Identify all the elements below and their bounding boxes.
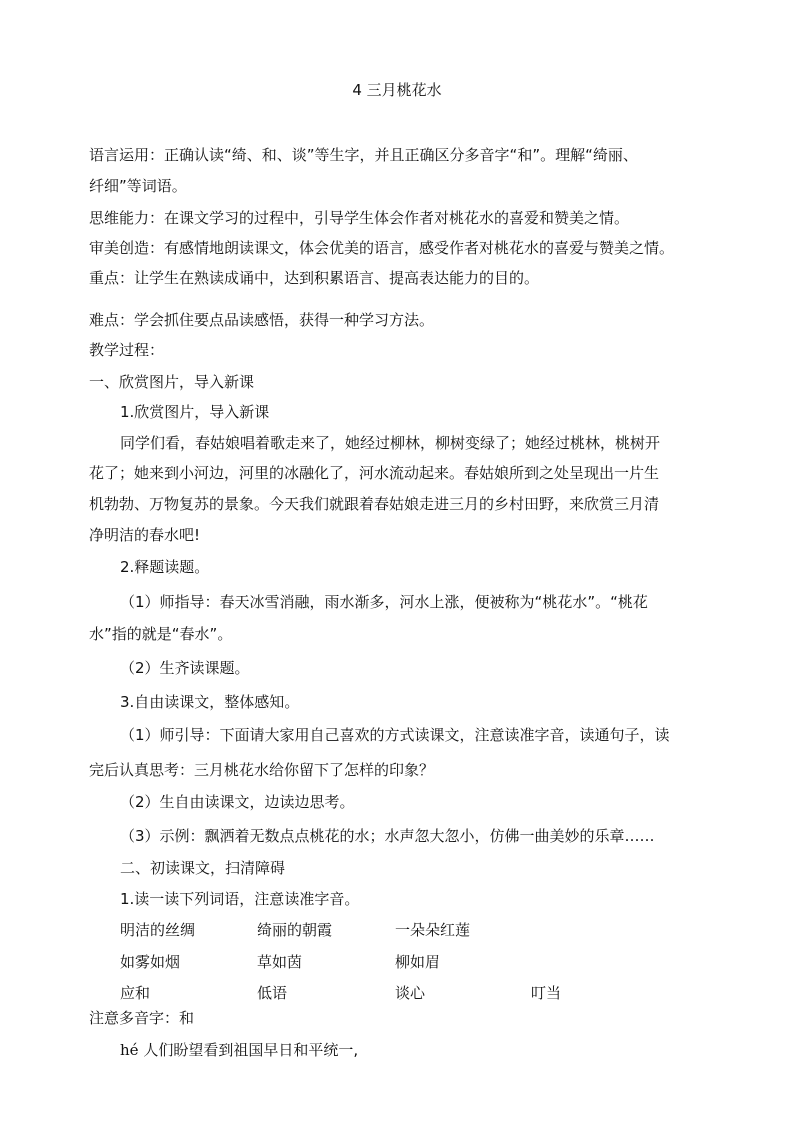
goal-thinking: 思维能力：在课文学习的过程中，引导学生体会作者对桃花水的喜爱和赞美之情。 [89, 209, 630, 227]
goal-aesthetic: 审美创造：有感情地朗读课文，体会优美的语言，感受作者对桃花水的喜爱与赞美之情。 [89, 239, 675, 257]
section2-heading: 二、初读课文，扫清障碍 [120, 859, 286, 877]
section2-step1: 1.读一读下列词语，注意读准字音。 [120, 890, 360, 908]
step2-item2: （2）生齐读课题。 [120, 659, 250, 677]
step2-item1-line2: 水”指的就是“春水”。 [89, 625, 233, 643]
goal-language-line-1: 语言运用：正确认读“绮、和、谈”等生字，并且正确区分多音字“和”。理解“绮丽、 [89, 146, 638, 164]
word-item: 低语 [257, 984, 288, 1002]
step3-item2: （2）生自由读课文，边读边思考。 [120, 793, 355, 811]
key-point: 重点：让学生在熟读成诵中，达到积累语言、提高表达能力的目的。 [89, 269, 540, 287]
lesson-title: 4 三月桃花水 [352, 81, 442, 99]
step3-item1-line2: 完后认真思考：三月桃花水给你留下了怎样的印象？ [89, 761, 435, 779]
word-item: 草如茵 [257, 953, 303, 971]
word-item: 明洁的丝绸 [120, 921, 196, 939]
word-item: 一朵朵红莲 [395, 921, 471, 939]
word-item: 绮丽的朝霞 [257, 921, 333, 939]
section1-step2: 2.释题读题。 [120, 558, 210, 576]
step3-item1-line1: （1）师引导：下面请大家用自己喜欢的方式读课文，注意读准字音，读通句子，读 [120, 726, 670, 744]
difficulty: 难点：学会抓住要点品读感悟，获得一种学习方法。 [89, 311, 435, 329]
pinyin-text: hé [120, 1041, 139, 1059]
word-item: 应和 [120, 984, 151, 1002]
intro-line-3: 机勃勃、万物复苏的景象。今天我们就跟着春姑娘走进三月的乡村田野，来欣赏三月清 [89, 495, 660, 513]
word-item: 柳如眉 [395, 953, 441, 971]
section1-heading: 一、欣赏图片，导入新课 [89, 373, 255, 391]
step2-item1-line1: （1）师指导：春天冰雪消融，雨水渐多，河水上涨，便被称为“桃花水”。“桃花 [120, 593, 648, 611]
word-item: 如雾如烟 [120, 953, 181, 971]
word-item: 谈心 [395, 984, 426, 1002]
intro-line-4: 净明洁的春水吧! [89, 526, 201, 544]
word-item: 叮当 [531, 984, 562, 1002]
polyphone-example [120, 1040, 358, 1060]
intro-line-1: 同学们看，春姑娘唱着歌走来了，她经过柳林，柳树变绿了；她经过桃林，桃树开 [120, 434, 661, 452]
goal-language-line-2: 纤细”等词语。 [89, 177, 187, 195]
polyphone-label: 注意多音字：和 [89, 1009, 195, 1027]
process-label: 教学过程： [89, 341, 165, 359]
example-sentence: 人们盼望看到祖国早日和平统一, [143, 1041, 359, 1059]
section1-step1: 1.欣赏图片，导入新课 [120, 403, 270, 421]
intro-line-2: 花了；她来到小河边，河里的冰融化了，河水流动起来。春姑娘所到之处呈现出一片生 [89, 464, 660, 482]
step3-item3: （3）示例：飘洒着无数点点桃花的水；水声忽大忽小，仿佛一曲美妙的乐章…… [120, 827, 655, 845]
section1-step3: 3.自由读课文，整体感知。 [120, 693, 300, 711]
